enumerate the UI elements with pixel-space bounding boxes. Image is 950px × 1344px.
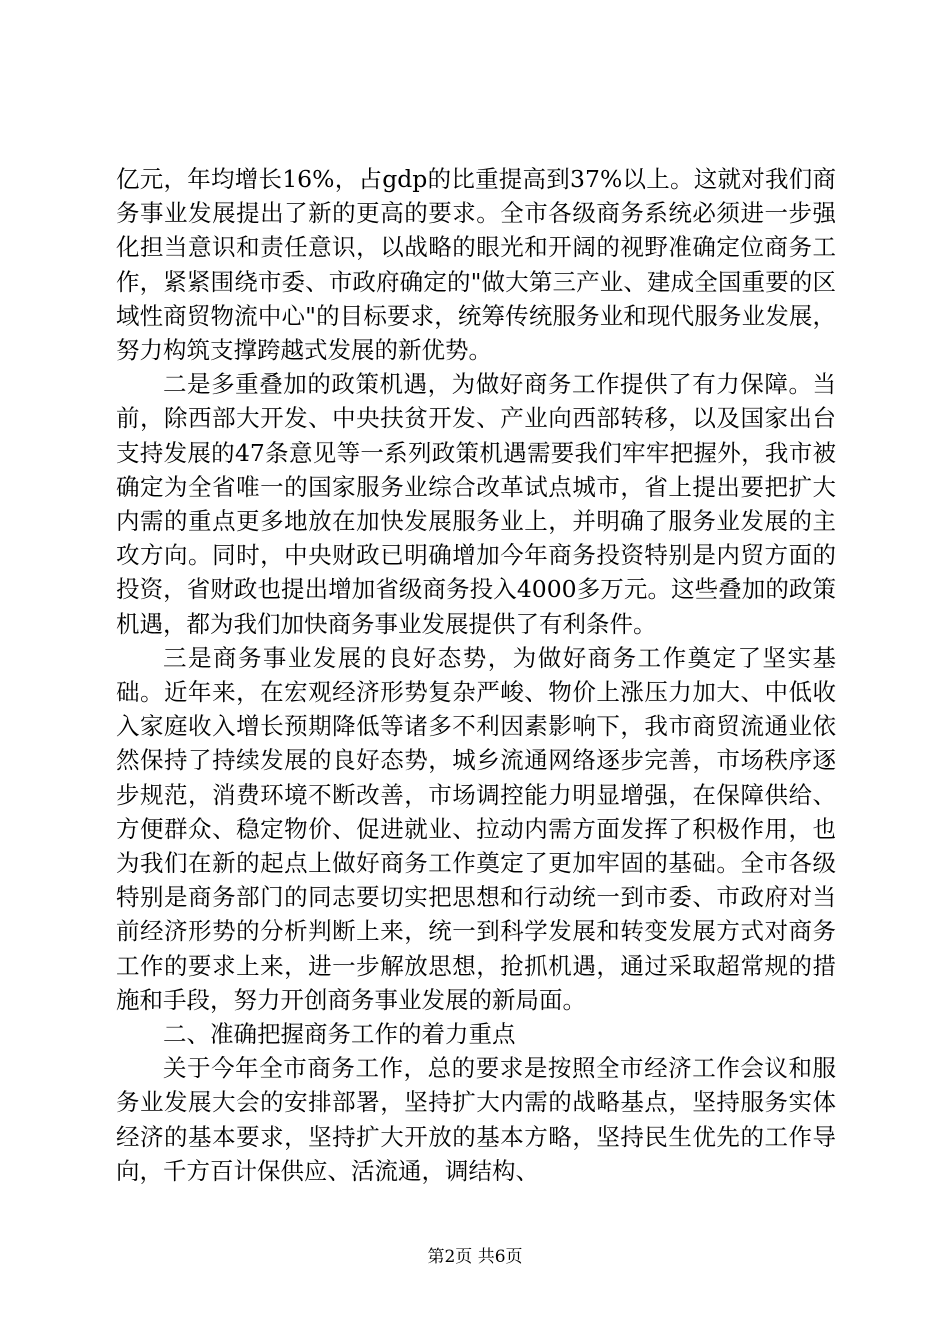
- paragraph-4: 关于今年全市商务工作，总的要求是按照全市经济工作会议和服务业发展大会的安排部署，坚持扩大内需的战略基点，坚持服务实体经济的基本要求，坚持扩大开放的基本方略，坚持民生优先的工作导向，千方百计保供应、活流通，调结构、: [116, 1054, 836, 1185]
- section-heading: 二、准确把握商务工作的着力重点: [163, 1020, 516, 1049]
- document-body: [116, 162, 836, 1188]
- page-footer: 第2页 共6页: [427, 1247, 523, 1267]
- paragraph-1: 亿元，年均增长16%，占gdp的比重提高到37%以上。这就对我们商务事业发展提出了新的更高的要求。全市各级商务系统必须进一步强化担当意识和责任意识，以战略的眼光和开阔的视野准确定位商务工作，紧紧围绕市委、市政府确定的"做大第三产业、建成全国重要的区域性商贸物流中心"的目标要求，统筹传统服务业和现代服务业发展，努力构筑支撑跨越式发展的新优势。: [116, 165, 836, 365]
- paragraph-3: 三是商务事业发展的良好态势，为做好商务工作奠定了坚实基础。近年来，在宏观经济形势复杂严峻、物价上涨压力加大、中低收入家庭收入增长预期降低等诸多不利因素影响下，我市商贸流通业依然保持了持续发展的良好态势，城乡流通网络逐步完善，市场秩序逐步规范，消费环境不断改善，市场调控能力明显增强，在保障供给、方便群众、稳定物价、促进就业、拉动内需方面发挥了积极作用，也为我们在新的起点上做好商务工作奠定了更加牢固的基础。全市各级特别是商务部门的同志要切实把思想和行动统一到市委、市政府对当前经济形势的分析判断上来，统一到科学发展和转变发展方式对商务工作的要求上来，进一步解放思想，抢抓机遇，通过采取超常规的措施和手段，努力开创商务事业发展的新局面。: [116, 643, 836, 1014]
- paragraph-2: 二是多重叠加的政策机遇，为做好商务工作提供了有力保障。当前，除西部大开发、中央扶贫开发、产业向西部转移，以及国家出台支持发展的47条意见等一系列政策机遇需要我们牢牢把握外，我市被确定为全省唯一的国家服务业综合改革试点城市，省上提出要把扩大内需的重点更多地放在加快发展服务业上，并明确了服务业发展的主攻方向。同时，中央财政已明确增加今年商务投资特别是内贸方面的投资，省财政也提出增加省级商务投入4000多万元。这些叠加的政策机遇，都为我们加快商务事业发展提供了有利条件。: [116, 370, 836, 638]
